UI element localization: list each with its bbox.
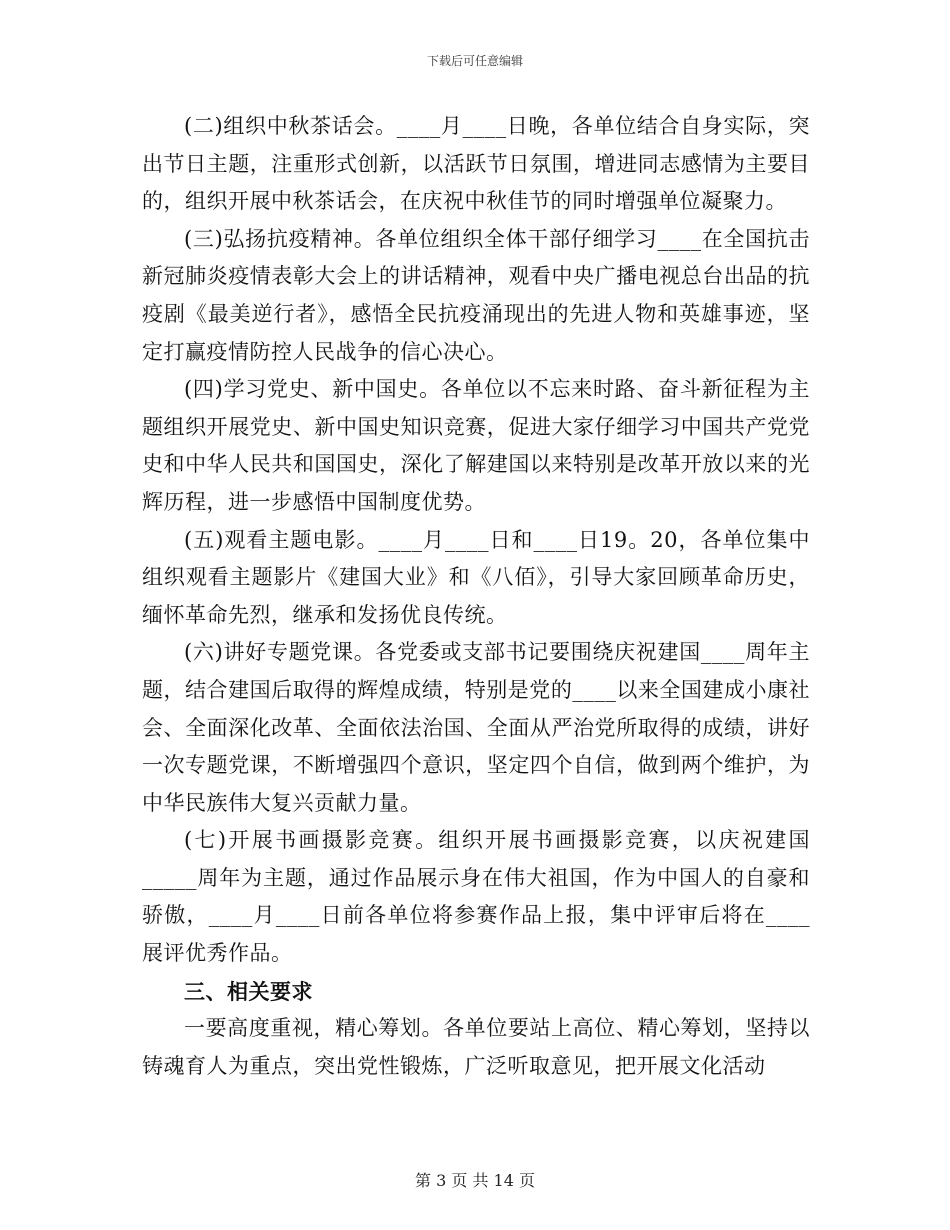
paragraph-party-lecture: (六)讲好专题党课。各党委或支部书记要围绕庆祝建国____周年主题，结合建国后取得的辉煌成绩，特别是党的____以来全国建成小康社会、全面深化改革、全面依法治国、全面从严治党所取得的成绩，讲好一次专题党课，不断增强四个意识，坚定四个自信，做到两个维护，为中华民族伟大复兴贡献力量。 bbox=[142, 640, 810, 815]
header-note: 下载后可任意编辑 bbox=[426, 54, 523, 68]
paragraph-party-history-study: (四)学习党史、新中国史。各单位以不忘来时路、奋斗新征程为主题组织开展党史、新中国史知识竞赛，促进大家仔细学习中国共产党党史和中华人民共和国国史，深化了解建国以来特别是改革开放以来的光辉历程，进一步感悟中国制度优势。 bbox=[142, 377, 810, 514]
document-body bbox=[142, 108, 810, 1085]
paragraph-calligraphy-photo-contest: (七)开展书画摄影竞赛。组织开展书画摄影竞赛，以庆祝建国_____周年为主题，通过作品展示身在伟大祖国，作为中国人的自豪和骄傲，____月____日前各单位将参赛作品上报，集中评审后将在____展评优秀作品。 bbox=[142, 828, 810, 966]
paragraph-requirement-one: 一要高度重视，精心筹划。各单位要站上高位、精心筹划，坚持以铸魂育人为重点，突出党性锻炼，广泛听取意见，把开展文化活动 bbox=[142, 1016, 810, 1078]
paragraph-anti-epidemic-spirit: (三)弘扬抗疫精神。各单位组织全体干部仔细学习____在全国抗击新冠肺炎疫情表彰大会上的讲话精神，观看中央广播电视总台出品的抗疫剧《最美逆行者》，感悟全民抗疫涌现出的先进人物和英雄事迹，坚定打赢疫情防控人民战争的信心决心。 bbox=[142, 226, 810, 364]
paragraph-mid-autumn-tea-party: (二)组织中秋茶话会。____月____日晚，各单位结合自身实际，突出节日主题，注重形式创新，以活跃节日氛围，增进同志感情为主要目的，组织开展中秋茶话会，在庆祝中秋佳节的同时增强单位凝聚力。 bbox=[142, 114, 810, 214]
section-heading-requirements: 三、相关要求 bbox=[184, 978, 313, 1004]
page-number: 第 3 页 共 14 页 bbox=[415, 1171, 535, 1190]
paragraph-theme-movie: (五)观看主题电影。____月____日和____日19。20，各单位集中组织观看主题影片《建国大业》和《八佰》，引导大家回顾革命历史，缅怀革命先烈，继承和发扬优良传统。 bbox=[142, 527, 810, 627]
